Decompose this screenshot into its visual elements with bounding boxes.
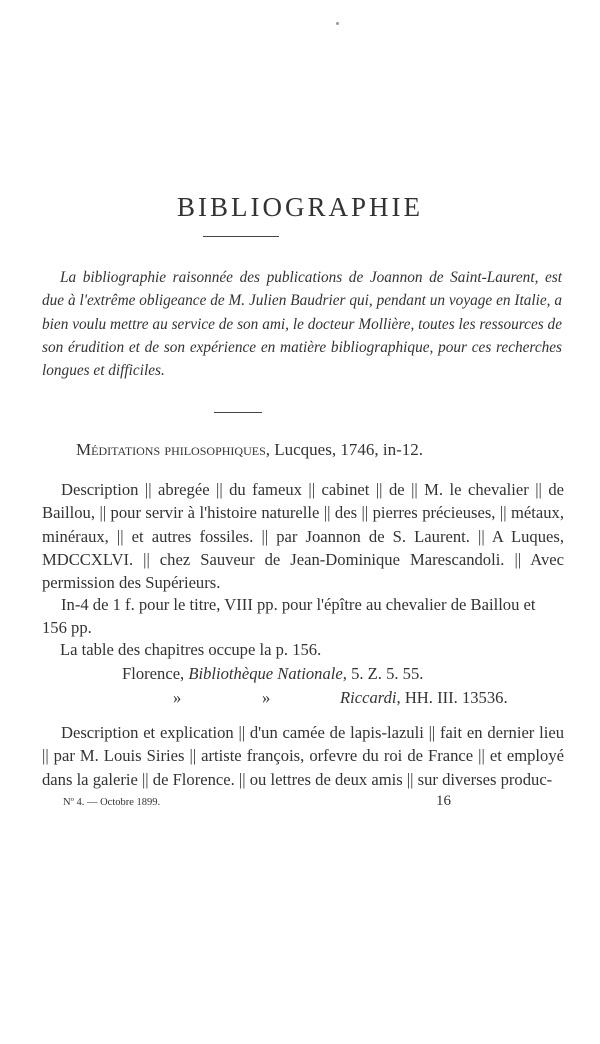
location-riccardi	[340, 688, 508, 708]
ink-speck	[336, 22, 339, 25]
second-entry-description: Description et explication || d'un camée de lapis-lazuli || fait en dernier lieu || par M. Louis Siries || artiste françois, orfevre du roi de France || et employé dans la galerie || de Florence. || ou lettres de deux amis || sur diverses produc-	[42, 723, 564, 789]
ditto-mark: »	[173, 688, 182, 707]
location-library: Bibliothèque Nationale	[188, 664, 343, 683]
entry-table-note: La table des chapitres occupe la p. 156.	[60, 640, 322, 659]
ditto-mark: »	[262, 688, 271, 707]
location-shelfmark: , HH. III. 13536.	[396, 688, 508, 707]
entry-heading	[76, 440, 423, 460]
issue-signature: Nº 4. — Octobre 1899.	[63, 797, 161, 808]
page-number: 16	[436, 793, 451, 809]
location-library: Riccardi	[340, 688, 397, 707]
page-title: BIBLIOGRAPHIE	[177, 192, 423, 222]
location-florence-bn	[122, 664, 423, 684]
entry-collation: In-4 de 1 f. pour le titre, VIII pp. pour l'épître au chevalier de Baillou et 156 pp.	[42, 595, 536, 638]
entry-imprint: , Lucques, 1746, in-12.	[265, 440, 423, 459]
location-shelfmark: , 5. Z. 5. 55.	[342, 664, 424, 683]
intro-paragraph: La bibliographie raisonnée des publications de Joannon de Saint-Laurent, est due à l'extrême obligeance de M. Julien Baudrier qui, pendant un voyage en Italie, a bien voulu mettre au service de son ami, le docteur Mollière, toutes les ressources de son érudition et de son expérience en matière bibliographique, pour ces recherches longues et difficiles.	[42, 269, 562, 380]
entry-title: Méditations philosophiques	[76, 440, 266, 459]
location-city: Florence,	[122, 664, 189, 683]
entry-description: Description || abregée || du fameux || cabinet || de || M. le chevalier || de Baillou, || pour servir à l'histoire naturelle || des || pierres précieuses, || métaux, minéraux, || et autres fossiles. || par Joannon de S. Laurent. || A Luques, MDCCXLVI. || chez Sauveur de Jean-Dominique Marescandoli. || Avec permission des Supérieurs.	[42, 480, 564, 593]
title-rule	[203, 236, 279, 237]
section-rule	[214, 412, 262, 413]
